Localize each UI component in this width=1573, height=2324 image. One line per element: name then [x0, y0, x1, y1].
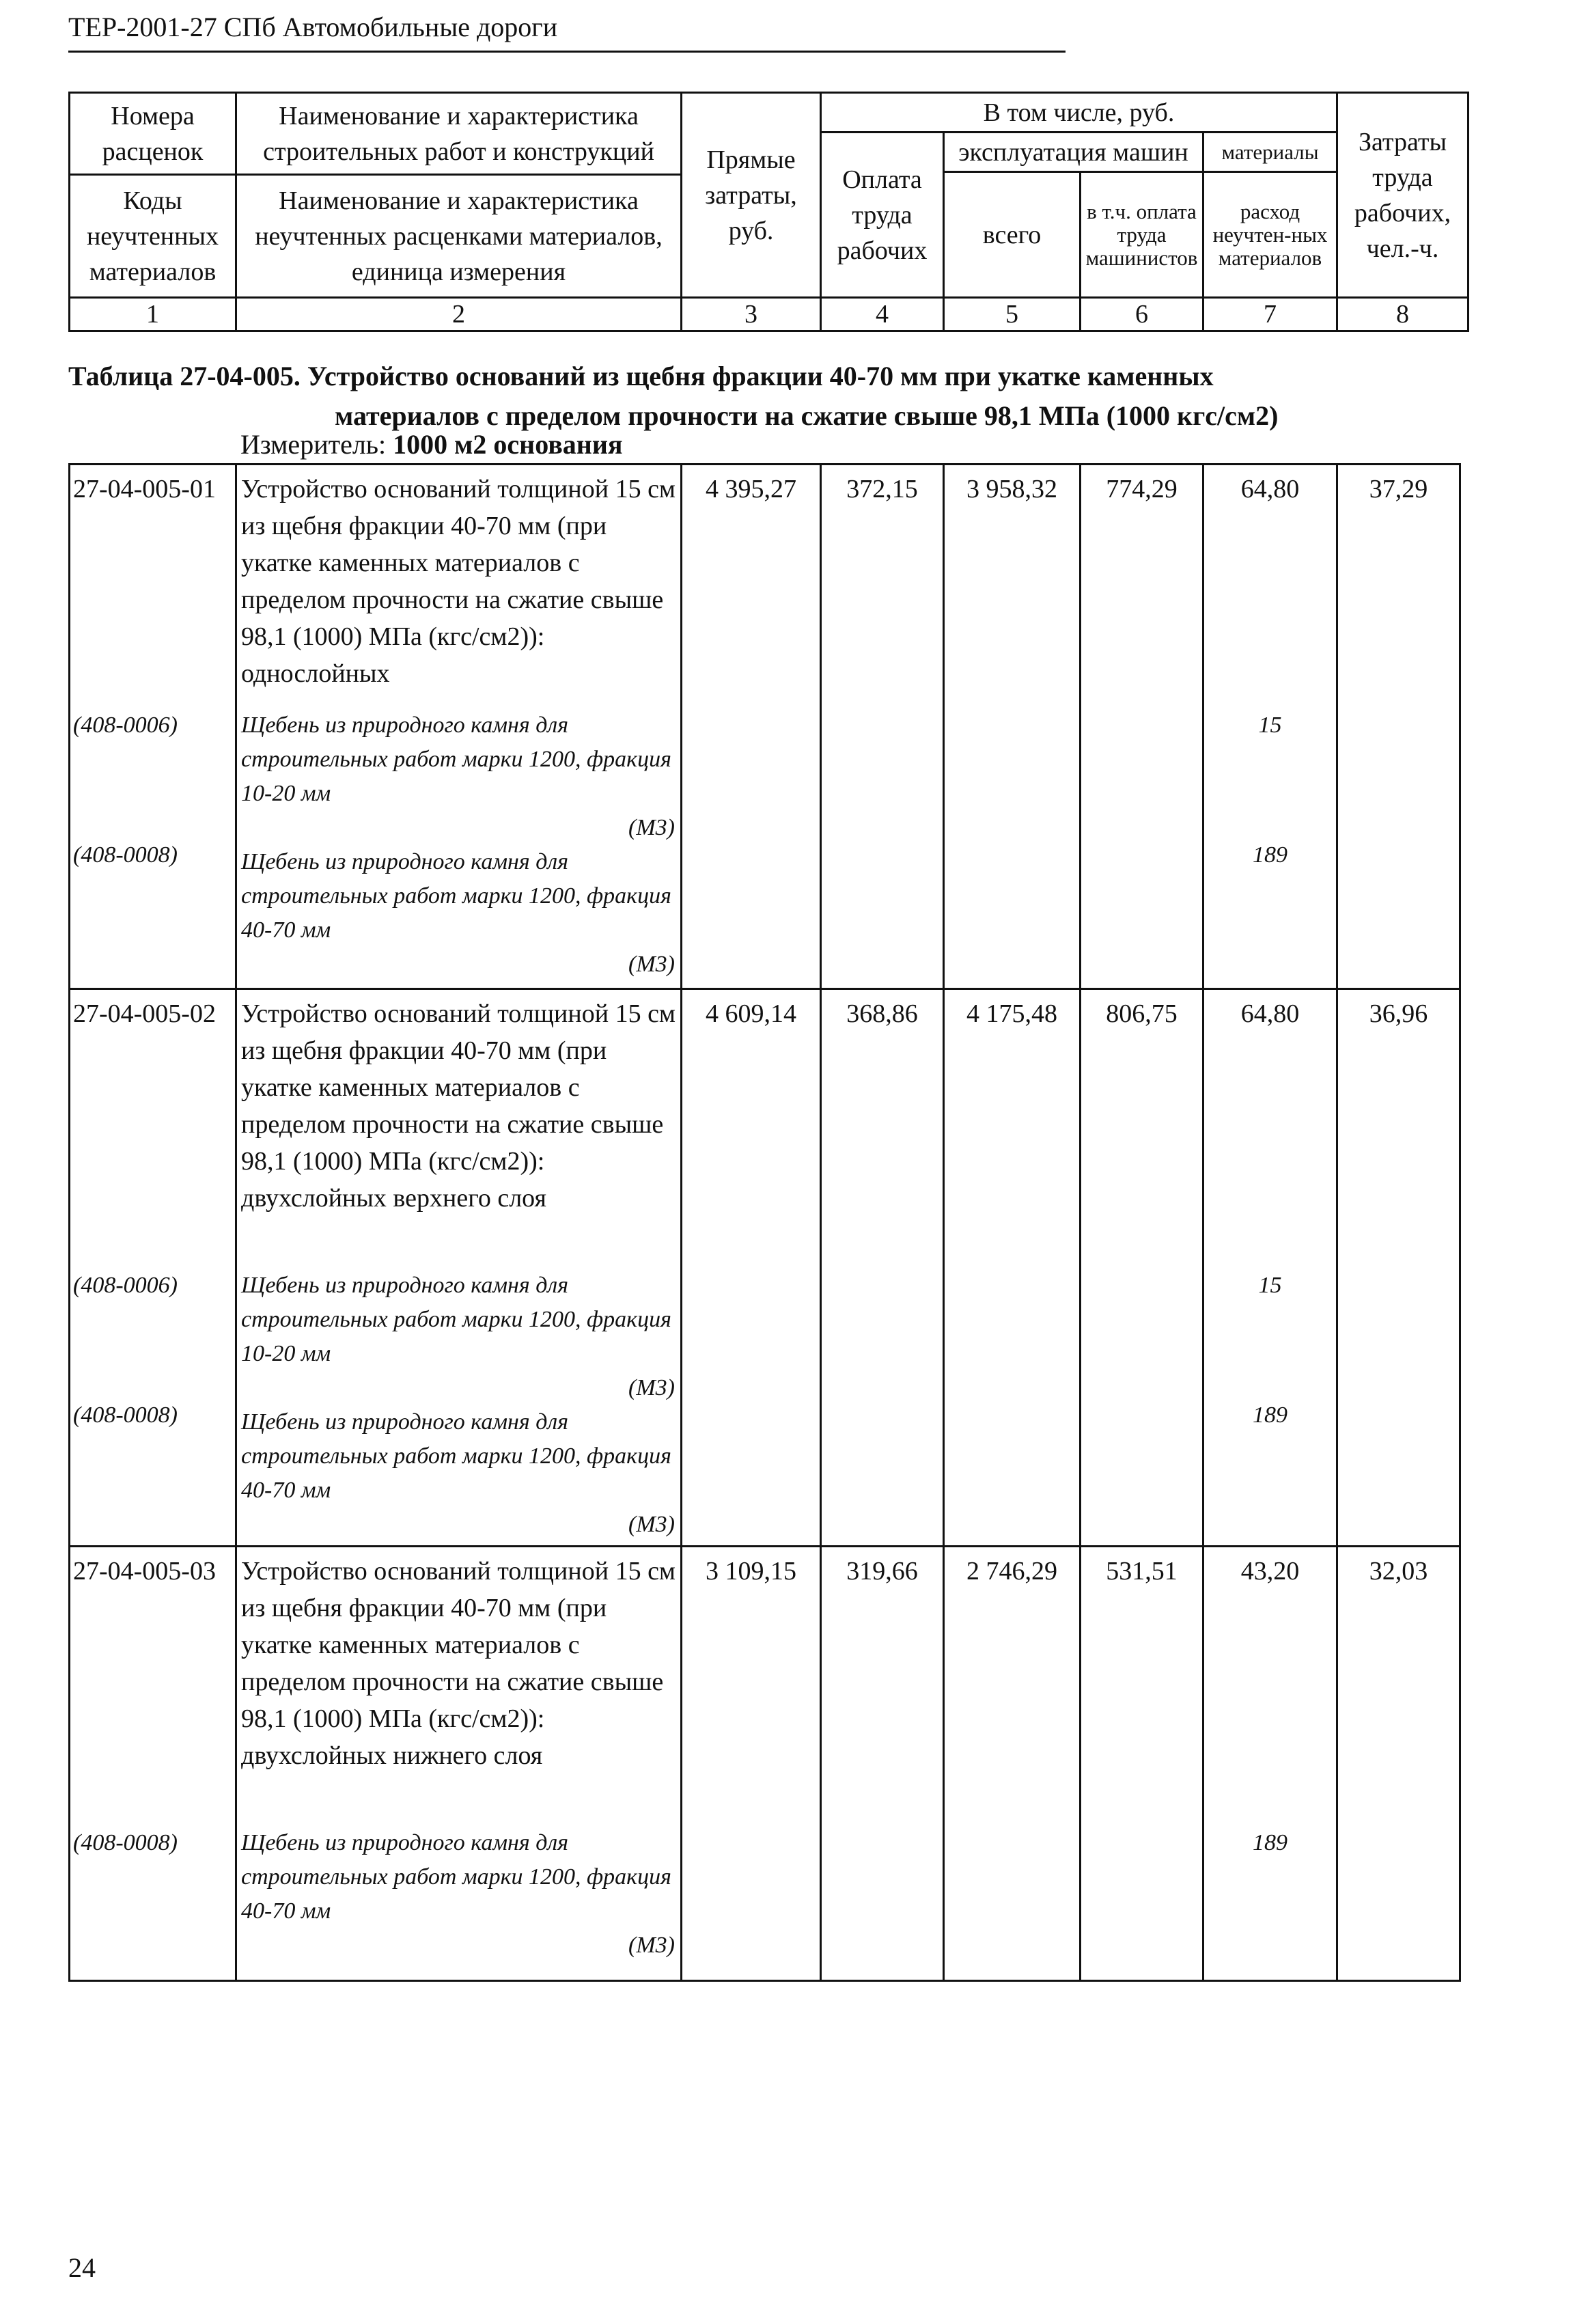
material-code: (408-0006)	[73, 1273, 178, 1298]
col-including: В том числе, руб.	[821, 93, 1337, 133]
materials-cell	[1203, 465, 1337, 989]
material-name: Щебень из природного камня для строительных работ марки 1200, фракция 40-70 мм	[241, 849, 671, 943]
col-labor-pay: Оплата труда рабочих	[821, 133, 944, 298]
material-qty: 15	[1258, 1273, 1282, 1298]
machines-total: 3 958,32	[944, 465, 1081, 989]
material-unit: (М3)	[628, 1933, 675, 1958]
machines-total: 2 746,29	[944, 1547, 1081, 1981]
material-qty: 189	[1253, 842, 1287, 868]
col-index: 4	[821, 298, 944, 331]
col-number-bottom: Коды неучтенных материалов	[70, 175, 236, 298]
labor-pay: 368,86	[821, 989, 944, 1547]
direct-costs: 4 395,27	[682, 465, 821, 989]
rate-code: 27-04-005-03	[73, 1557, 216, 1586]
col-direct-costs: Прямые затраты, руб.	[682, 93, 821, 298]
materials-cost: 43,20	[1240, 1557, 1300, 1586]
material-unit: (М3)	[628, 815, 675, 840]
material-unit: (М3)	[628, 1375, 675, 1400]
material-code: (408-0006)	[73, 713, 178, 738]
caption-line-2: материалов с пределом прочности на сжатие свыше 98,1 МПа (1000 кгс/см2)	[335, 400, 1279, 431]
labor-cost: 37,29	[1337, 465, 1460, 989]
labor-pay: 319,66	[821, 1547, 944, 1981]
table-row	[70, 989, 1460, 1547]
rate-code-cell	[70, 1547, 236, 1981]
rate-code: 27-04-005-01	[73, 475, 216, 503]
material-qty: 189	[1253, 1830, 1287, 1855]
direct-costs: 4 609,14	[682, 989, 821, 1547]
rate-name-cell	[236, 1547, 682, 1981]
machines-total: 4 175,48	[944, 989, 1081, 1547]
col-index: 3	[682, 298, 821, 331]
col-materials-use: расход неучтен-ных материалов	[1203, 172, 1337, 298]
rate-name-cell	[236, 465, 682, 989]
col-machines-total: всего	[944, 172, 1081, 298]
labor-cost: 32,03	[1337, 1547, 1460, 1981]
rates-table	[68, 463, 1461, 1982]
unit-label: Измеритель:	[240, 429, 387, 460]
material-name: Щебень из природного камня для строительных работ марки 1200, фракция 10-20 мм	[241, 713, 671, 806]
header-rule	[68, 51, 1066, 53]
col-machines: эксплуатация машин	[944, 133, 1203, 172]
table-row	[70, 465, 1460, 989]
material-qty: 15	[1258, 713, 1282, 738]
col-labor-cost: Затраты труда рабочих, чел.-ч.	[1337, 93, 1468, 298]
material-code: (408-0008)	[73, 1402, 178, 1428]
col-name-top: Наименование и характеристика строительных работ и конструкций	[236, 93, 682, 175]
machines-labor: 806,75	[1081, 989, 1203, 1547]
col-materials: материалы	[1203, 133, 1337, 172]
material-name: Щебень из природного камня для строительных работ марки 1200, фракция 40-70 мм	[241, 1830, 671, 1924]
table-caption	[68, 357, 1503, 436]
labor-pay: 372,15	[821, 465, 944, 989]
materials-cost: 64,80	[1240, 999, 1300, 1028]
rate-name: Устройство оснований толщиной 15 см из щебня фракции 40-70 мм (при укатке каменных материалов с пределом прочности на сжатие свыше 98,1 (1000) МПа (кгс/см2)): двухслойных нижнего слоя	[241, 1557, 676, 1770]
rate-name: Устройство оснований толщиной 15 см из щебня фракции 40-70 мм (при укатке каменных материалов с пределом прочности на сжатие свыше 98,1 (1000) МПа (кгс/см2)): однослойных	[241, 475, 676, 688]
material-code: (408-0008)	[73, 842, 178, 868]
col-index: 1	[70, 298, 236, 331]
rate-code: 27-04-005-02	[73, 999, 216, 1028]
rate-name-cell	[236, 989, 682, 1547]
machines-labor: 531,51	[1081, 1547, 1203, 1981]
labor-cost: 36,96	[1337, 989, 1460, 1547]
col-number-top: Номера расценок	[70, 93, 236, 175]
material-unit: (М3)	[628, 952, 675, 977]
col-name-bottom: Наименование и характеристика неучтенных расценками материалов, единица измерения	[236, 175, 682, 298]
material-name: Щебень из природного камня для строительных работ марки 1200, фракция 40-70 мм	[241, 1409, 671, 1503]
col-index: 7	[1203, 298, 1337, 331]
page-number: 24	[68, 2252, 96, 2283]
col-machines-labor: в т.ч. оплата труда машинистов	[1081, 172, 1203, 298]
rate-code-cell	[70, 465, 236, 989]
rate-code-cell	[70, 989, 236, 1547]
direct-costs: 3 109,15	[682, 1547, 821, 1981]
materials-cell	[1203, 989, 1337, 1547]
materials-cost: 64,80	[1240, 475, 1300, 503]
col-index: 8	[1337, 298, 1468, 331]
col-index: 2	[236, 298, 682, 331]
unit-value: 1000 м2 основания	[393, 429, 623, 460]
rate-name: Устройство оснований толщиной 15 см из щебня фракции 40-70 мм (при укатке каменных материалов с пределом прочности на сжатие свыше 98,1 (1000) МПа (кгс/см2)): двухслойных верхнего слоя	[241, 999, 676, 1213]
material-unit: (М3)	[628, 1512, 675, 1537]
machines-labor: 774,29	[1081, 465, 1203, 989]
materials-cell	[1203, 1547, 1337, 1981]
material-code: (408-0008)	[73, 1830, 178, 1855]
material-name: Щебень из природного камня для строительных работ марки 1200, фракция 10-20 мм	[241, 1273, 671, 1366]
col-index: 5	[944, 298, 1081, 331]
material-qty: 189	[1253, 1402, 1287, 1428]
caption-line-1: Таблица 27-04-005. Устройство оснований из щебня фракции 40-70 мм при укатке каменных	[68, 361, 1214, 391]
col-index: 6	[1081, 298, 1203, 331]
running-header: ТЕР-2001-27 СПб Автомобильные дороги	[68, 12, 558, 42]
table-row	[70, 1547, 1460, 1981]
unit-line	[240, 429, 623, 460]
column-heading-table	[68, 92, 1469, 332]
